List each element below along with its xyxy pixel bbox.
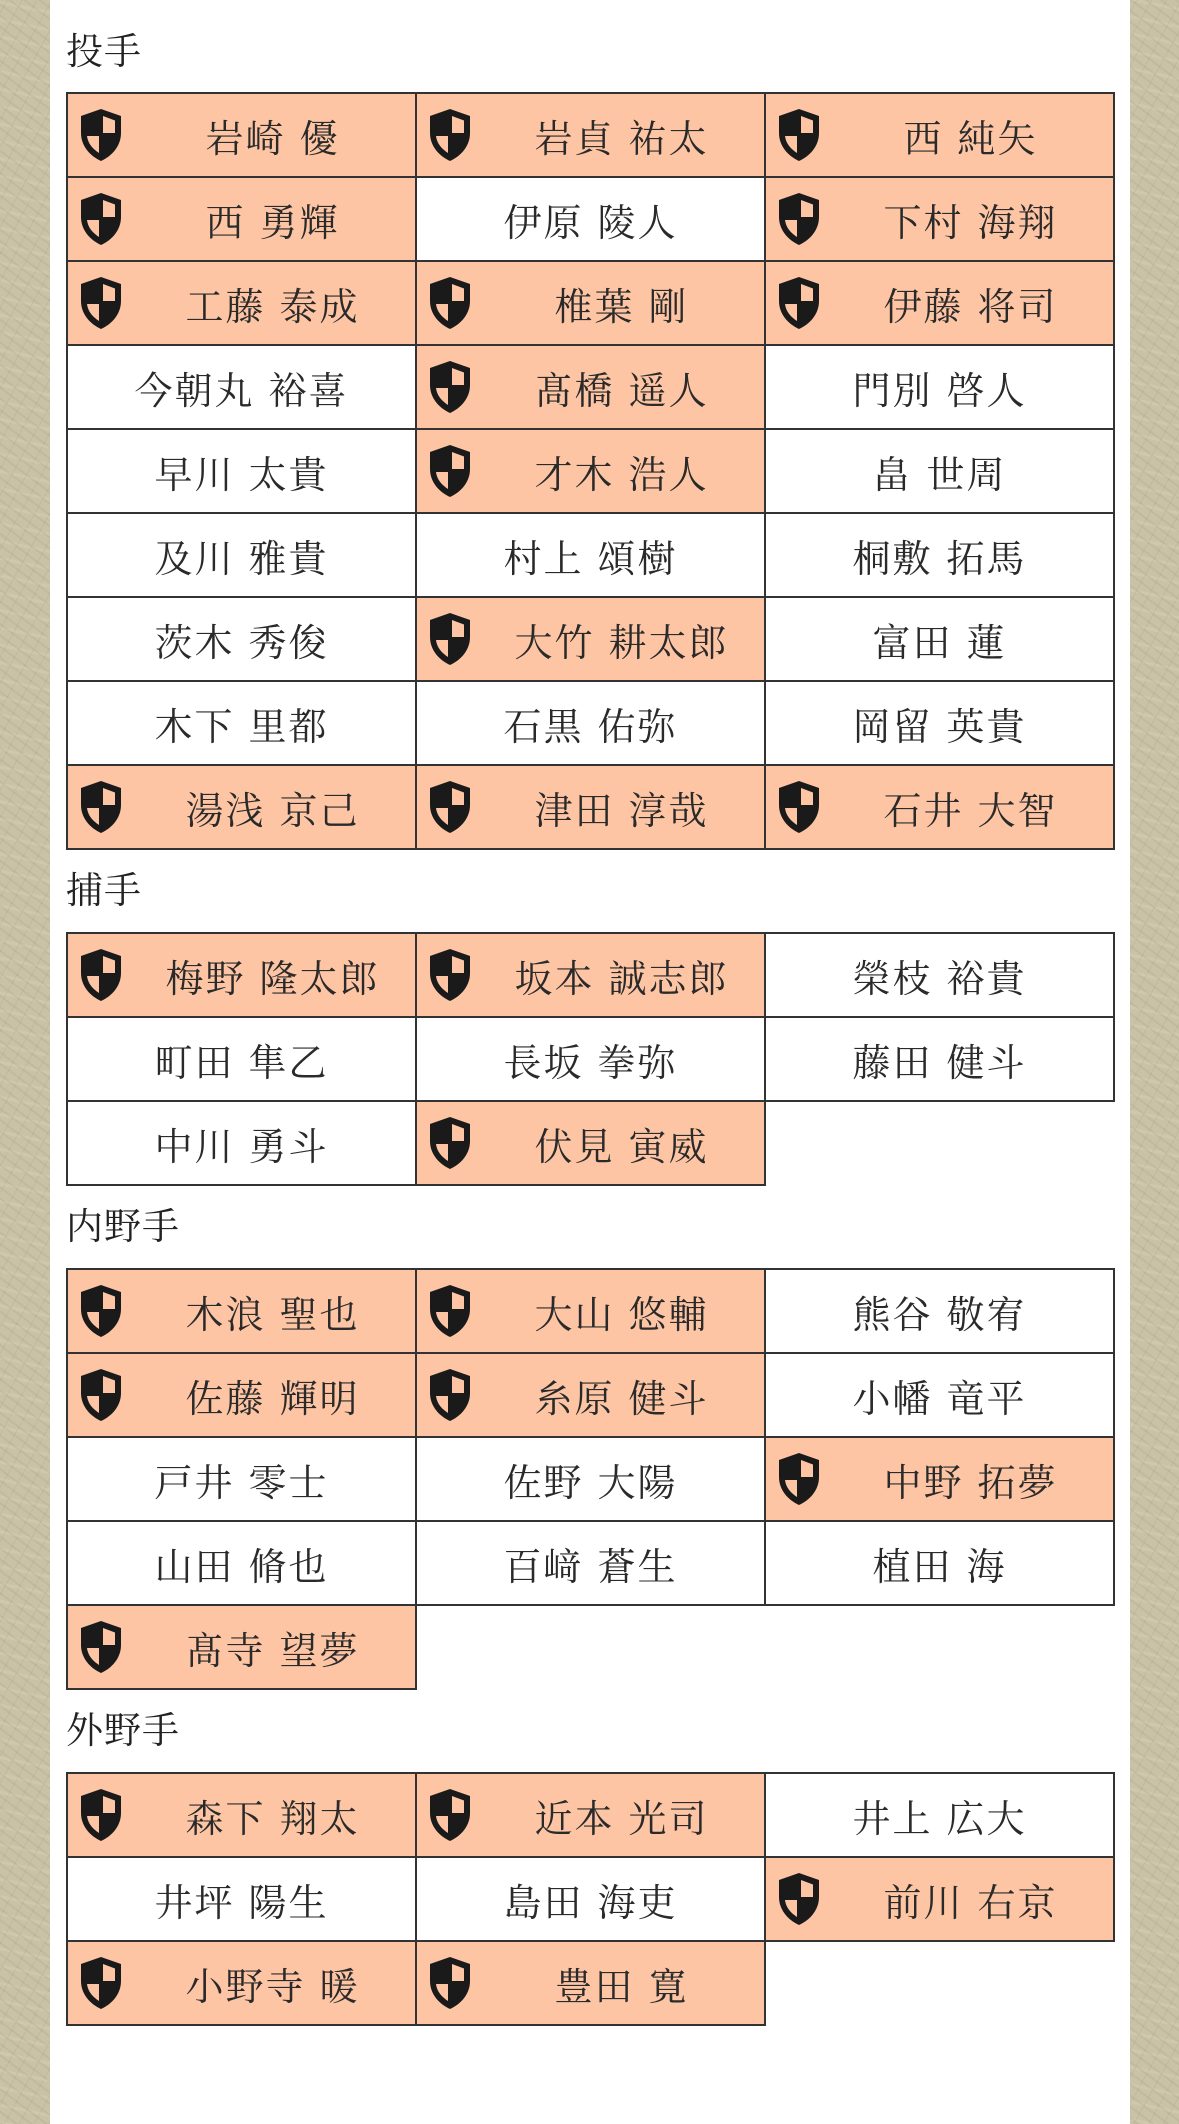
- player-cell[interactable]: [66, 764, 417, 850]
- infielders-grid: [66, 1268, 1113, 1688]
- player-cell[interactable]: [764, 1352, 1115, 1438]
- player-cell[interactable]: [764, 1520, 1115, 1606]
- player-name: 髙寺 望夢: [185, 1628, 360, 1673]
- shield-icon: [427, 947, 473, 1003]
- player-name: 百﨑 蒼生: [503, 1544, 678, 1589]
- player-name: 近本 光司: [534, 1796, 709, 1841]
- player-name: 髙橋 遥人: [534, 368, 709, 413]
- player-name: 榮枝 裕貴: [852, 956, 1027, 1001]
- section-title-pitchers: 投手: [66, 30, 142, 73]
- player-cell[interactable]: [66, 1856, 417, 1942]
- player-name: 坂本 誠志郎: [514, 956, 729, 1001]
- shield-icon: [427, 443, 473, 499]
- shield-icon: [78, 1955, 124, 2011]
- shield-icon: [78, 1367, 124, 1423]
- player-name: 梅野 隆太郎: [165, 956, 380, 1001]
- player-name: 糸原 健斗: [534, 1376, 709, 1421]
- player-name: 茨木 秀俊: [154, 620, 329, 665]
- pitchers-grid: [66, 92, 1113, 848]
- player-name: 中野 拓夢: [883, 1460, 1058, 1505]
- shield-icon: [427, 275, 473, 331]
- player-name: 今朝丸 裕喜: [134, 368, 349, 413]
- shield-icon: [78, 947, 124, 1003]
- shield-icon: [78, 1619, 124, 1675]
- player-cell[interactable]: [415, 428, 766, 514]
- player-cell[interactable]: [764, 1856, 1115, 1942]
- player-cell[interactable]: [66, 512, 417, 598]
- shield-icon: [427, 107, 473, 163]
- player-name: 石井 大智: [883, 788, 1058, 833]
- player-cell[interactable]: [415, 1520, 766, 1606]
- player-name: 下村 海翔: [883, 200, 1058, 245]
- player-cell[interactable]: [415, 1772, 766, 1858]
- shield-icon: [776, 191, 822, 247]
- shield-icon: [78, 275, 124, 331]
- shield-icon: [427, 1283, 473, 1339]
- player-name: 小幡 竜平: [852, 1376, 1027, 1421]
- player-cell[interactable]: [415, 1436, 766, 1522]
- shield-icon: [78, 1283, 124, 1339]
- player-name: 岩崎 優: [205, 116, 340, 161]
- player-cell[interactable]: [764, 1268, 1115, 1354]
- player-cell[interactable]: [415, 932, 766, 1018]
- shield-icon: [427, 1955, 473, 2011]
- player-cell[interactable]: [764, 1016, 1115, 1102]
- player-cell[interactable]: [66, 1100, 417, 1186]
- player-name: 豊田 寛: [554, 1964, 689, 2009]
- shield-icon: [427, 611, 473, 667]
- player-cell[interactable]: [66, 344, 417, 430]
- player-name: 津田 淳哉: [534, 788, 709, 833]
- player-cell[interactable]: [415, 1940, 766, 2026]
- player-cell[interactable]: [66, 1940, 417, 2026]
- shield-icon: [78, 191, 124, 247]
- player-name: 湯浅 京己: [185, 788, 360, 833]
- shield-icon: [427, 1787, 473, 1843]
- player-name: 伏見 寅威: [534, 1124, 709, 1169]
- shield-icon: [776, 275, 822, 331]
- player-name: 大竹 耕太郎: [514, 620, 729, 665]
- player-cell[interactable]: [66, 932, 417, 1018]
- player-name: 西 勇輝: [205, 200, 340, 245]
- player-name: 岡留 英貴: [852, 704, 1027, 749]
- player-cell[interactable]: [415, 596, 766, 682]
- player-name: 畠 世周: [872, 452, 1007, 497]
- catchers-grid: [66, 932, 1113, 1184]
- player-cell[interactable]: [764, 1772, 1115, 1858]
- player-name: 中川 勇斗: [154, 1124, 329, 1169]
- player-name: 桐敷 拓馬: [852, 536, 1027, 581]
- player-name: 佐野 大陽: [503, 1460, 678, 1505]
- player-cell[interactable]: [66, 1604, 417, 1690]
- player-cell[interactable]: [66, 1436, 417, 1522]
- shield-icon: [427, 359, 473, 415]
- shield-icon: [427, 1367, 473, 1423]
- player-name: 伊藤 将司: [883, 284, 1058, 329]
- player-cell[interactable]: [415, 1100, 766, 1186]
- shield-icon: [78, 1787, 124, 1843]
- player-cell[interactable]: [66, 92, 417, 178]
- player-name: 伊原 陵人: [503, 200, 678, 245]
- player-name: 山田 脩也: [154, 1544, 329, 1589]
- player-cell[interactable]: [415, 260, 766, 346]
- player-cell[interactable]: [415, 92, 766, 178]
- player-name: 木浪 聖也: [185, 1292, 360, 1337]
- player-name: 西 純矢: [903, 116, 1038, 161]
- player-cell[interactable]: [66, 1352, 417, 1438]
- player-cell[interactable]: [764, 344, 1115, 430]
- player-cell[interactable]: [415, 680, 766, 766]
- player-name: 岩貞 祐太: [534, 116, 709, 161]
- player-name: 町田 隼乙: [154, 1040, 329, 1085]
- player-name: 早川 太貴: [154, 452, 329, 497]
- player-cell[interactable]: [415, 1016, 766, 1102]
- player-cell[interactable]: [415, 1352, 766, 1438]
- outfielders-grid: [66, 1772, 1113, 2024]
- player-cell[interactable]: [66, 1520, 417, 1606]
- roster-panel: [50, 0, 1130, 2124]
- player-cell[interactable]: [764, 1436, 1115, 1522]
- player-name: 木下 里都: [154, 704, 329, 749]
- player-name: 前川 右京: [883, 1880, 1058, 1925]
- player-cell[interactable]: [415, 1268, 766, 1354]
- player-cell[interactable]: [764, 260, 1115, 346]
- player-cell[interactable]: [415, 1856, 766, 1942]
- shield-icon: [78, 779, 124, 835]
- player-cell[interactable]: [66, 176, 417, 262]
- player-cell[interactable]: [415, 176, 766, 262]
- shield-icon: [776, 107, 822, 163]
- player-name: 井坪 陽生: [154, 1880, 329, 1925]
- shield-icon: [78, 107, 124, 163]
- shield-icon: [776, 779, 822, 835]
- shield-icon: [776, 1871, 822, 1927]
- player-name: 及川 雅貴: [154, 536, 329, 581]
- player-cell[interactable]: [66, 1772, 417, 1858]
- player-cell[interactable]: [764, 512, 1115, 598]
- player-name: 島田 海吏: [503, 1880, 678, 1925]
- player-cell[interactable]: [764, 764, 1115, 850]
- player-name: 村上 頌樹: [503, 536, 678, 581]
- player-cell[interactable]: [66, 596, 417, 682]
- shield-icon: [776, 1451, 822, 1507]
- shield-icon: [427, 1115, 473, 1171]
- section-title-infielders: 内野手: [66, 1205, 180, 1248]
- player-name: 小野寺 暖: [185, 1964, 360, 2009]
- player-cell[interactable]: [764, 932, 1115, 1018]
- player-name: 戸井 零士: [154, 1460, 329, 1505]
- player-cell[interactable]: [764, 176, 1115, 262]
- player-name: 大山 悠輔: [534, 1292, 709, 1337]
- player-cell[interactable]: [764, 680, 1115, 766]
- player-name: 富田 蓮: [872, 620, 1007, 665]
- player-name: 椎葉 剛: [554, 284, 689, 329]
- player-name: 熊谷 敬宥: [852, 1292, 1027, 1337]
- player-cell[interactable]: [66, 1268, 417, 1354]
- section-title-catchers: 捕手: [66, 869, 142, 912]
- player-cell[interactable]: [66, 680, 417, 766]
- player-cell[interactable]: [764, 428, 1115, 514]
- player-cell[interactable]: [415, 344, 766, 430]
- player-cell[interactable]: [66, 260, 417, 346]
- player-name: 藤田 健斗: [852, 1040, 1027, 1085]
- player-name: 井上 広大: [852, 1796, 1027, 1841]
- player-name: 石黒 佑弥: [503, 704, 678, 749]
- player-name: 長坂 拳弥: [503, 1040, 678, 1085]
- player-name: 門別 啓人: [852, 368, 1027, 413]
- section-title-outfielders: 外野手: [66, 1709, 180, 1752]
- player-cell[interactable]: [415, 512, 766, 598]
- player-name: 工藤 泰成: [185, 284, 360, 329]
- player-cell[interactable]: [415, 764, 766, 850]
- shield-icon: [427, 779, 473, 835]
- player-name: 植田 海: [872, 1544, 1007, 1589]
- player-name: 森下 翔太: [185, 1796, 360, 1841]
- player-cell[interactable]: [764, 596, 1115, 682]
- player-cell[interactable]: [66, 428, 417, 514]
- player-cell[interactable]: [764, 92, 1115, 178]
- player-cell[interactable]: [66, 1016, 417, 1102]
- player-name: 才木 浩人: [534, 452, 709, 497]
- player-name: 佐藤 輝明: [185, 1376, 360, 1421]
